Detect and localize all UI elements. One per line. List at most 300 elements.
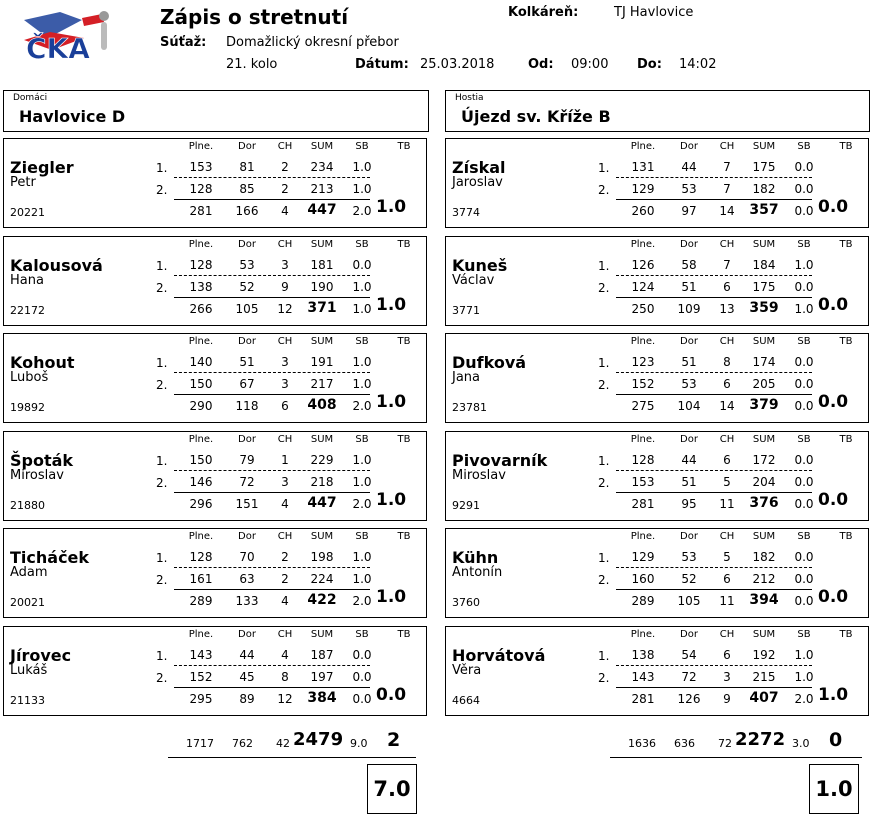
game-ch: 3	[281, 377, 289, 391]
total-plne: 290	[189, 399, 213, 413]
player-first-name: Miroslav	[452, 467, 506, 483]
game-sb: 1.0	[794, 647, 814, 662]
total-ch: 14	[719, 204, 735, 218]
game-sb: 0.0	[794, 279, 814, 294]
player-id: 19892	[10, 401, 45, 414]
game-ch: 6	[723, 572, 731, 586]
date-label: Dátum:	[355, 57, 409, 72]
to-value: 14:02	[679, 57, 717, 72]
home-player-card	[3, 431, 427, 521]
game-plne: 140	[189, 355, 213, 369]
game-2-order: 2.	[156, 475, 168, 490]
game-sum: 213	[310, 182, 334, 196]
game-ch: 5	[723, 550, 731, 564]
game-plne: 128	[189, 257, 213, 272]
game-dor: 85	[239, 182, 255, 196]
total-sb: 0.0	[794, 496, 814, 511]
away-player-card	[445, 236, 869, 326]
col-header-ch: CH	[277, 336, 293, 347]
game-2-order: 2.	[156, 670, 168, 685]
game-sum: 229	[310, 452, 334, 467]
game-plne: 131	[631, 160, 655, 174]
away-total-sum: 2272	[735, 729, 786, 750]
away-player-card	[445, 333, 869, 423]
col-header-dor: Dor	[680, 238, 698, 250]
col-header-ch: CH	[719, 336, 735, 347]
game-dor: 54	[681, 647, 697, 662]
total-ch: 4	[281, 594, 289, 608]
total-separator	[174, 297, 370, 298]
total-sum: 447	[307, 202, 337, 218]
game-ch: 3	[723, 669, 731, 684]
total-dor: 126	[677, 691, 701, 706]
player-surname: Ticháček	[10, 548, 90, 567]
game-sum: 172	[752, 452, 776, 467]
total-separator	[174, 687, 370, 688]
game-sb: 1.0	[352, 377, 372, 391]
home-total-sb: 9.0	[350, 737, 368, 750]
game-dor: 53	[681, 550, 697, 564]
game-sb: 0.0	[794, 550, 814, 564]
player-surname: Kohout	[10, 353, 75, 372]
total-plne: 275	[631, 399, 655, 413]
game-plne: 146	[189, 474, 213, 489]
col-header-dor: Dor	[238, 628, 256, 640]
player-tb: 1.0	[376, 587, 407, 607]
col-header-plne: Plne.	[188, 433, 214, 445]
col-header-sum: SUM	[752, 336, 776, 347]
home-label: Domáci	[13, 93, 48, 103]
total-sb: 2.0	[794, 691, 814, 706]
col-header-plne: Plne.	[188, 628, 214, 640]
venue-label: Kolkáreň:	[508, 5, 579, 20]
game-plne: 143	[631, 669, 655, 684]
col-header-ch: CH	[719, 238, 735, 250]
col-header-tb: TB	[397, 336, 411, 347]
col-header-ch: CH	[277, 628, 293, 640]
total-sum: 407	[749, 689, 779, 706]
total-ch: 14	[719, 399, 735, 413]
player-id: 20021	[10, 596, 45, 609]
col-header-plne: Plne.	[630, 238, 656, 250]
col-header-dor: Dor	[680, 628, 698, 640]
player-surname: Ziegler	[10, 158, 74, 177]
game-plne: 129	[631, 182, 655, 196]
game-sb: 0.0	[352, 647, 372, 662]
row-separator	[174, 177, 370, 178]
game-dor: 44	[239, 647, 255, 662]
game-ch: 6	[723, 279, 731, 294]
col-header-sum: SUM	[310, 336, 334, 347]
total-separator	[174, 199, 370, 200]
player-tb: 0.0	[818, 489, 849, 510]
col-header-sum: SUM	[752, 628, 776, 640]
total-ch: 11	[719, 594, 735, 608]
col-header-dor: Dor	[238, 336, 256, 347]
col-header-dor: Dor	[680, 141, 698, 152]
game-dor: 51	[239, 355, 255, 369]
game-sum: 187	[310, 647, 334, 662]
col-header-tb: TB	[839, 141, 853, 152]
competition-name: Domažlický okresní přebor	[226, 35, 399, 50]
player-surname: Kuneš	[452, 255, 508, 275]
game-sb: 0.0	[352, 669, 372, 684]
col-header-sb: SB	[797, 433, 811, 445]
player-first-name: Petr	[10, 175, 36, 190]
game-plne: 128	[631, 452, 655, 467]
game-ch: 4	[281, 647, 289, 662]
home-total-plne: 1717	[186, 737, 214, 750]
total-ch: 4	[281, 496, 289, 511]
player-surname: Získal	[452, 158, 506, 177]
game-ch: 8	[281, 669, 289, 684]
game-2-order: 2.	[156, 378, 168, 392]
total-sb: 1.0	[352, 301, 372, 316]
away-final-score: 1.0	[809, 764, 859, 814]
row-separator	[616, 275, 812, 276]
player-tb: 0.0	[818, 392, 849, 412]
player-id: 20221	[10, 206, 45, 219]
col-header-sum: SUM	[752, 238, 776, 250]
game-sum: 184	[752, 257, 776, 272]
game-1-order: 1.	[156, 356, 168, 370]
game-sum: 175	[752, 160, 776, 174]
game-sum: 190	[310, 279, 334, 294]
total-sum: 384	[307, 689, 337, 706]
game-1-order: 1.	[598, 356, 610, 370]
col-header-ch: CH	[277, 531, 293, 542]
col-header-dor: Dor	[238, 238, 256, 250]
player-first-name: Hana	[10, 272, 44, 288]
game-ch: 7	[723, 160, 731, 174]
game-ch: 2	[281, 572, 289, 586]
game-ch: 8	[723, 355, 731, 369]
game-sum: 198	[310, 550, 334, 564]
game-sum: 215	[752, 669, 776, 684]
game-dor: 53	[239, 257, 255, 272]
total-ch: 6	[281, 399, 289, 413]
game-plne: 160	[631, 572, 655, 586]
game-dor: 51	[681, 355, 697, 369]
player-id: 3771	[452, 303, 480, 317]
total-sb: 2.0	[352, 594, 372, 608]
game-dor: 70	[239, 550, 255, 564]
home-total-ch: 42	[276, 737, 290, 750]
total-sb: 0.0	[352, 691, 372, 706]
game-2-order: 2.	[156, 183, 168, 197]
total-plne: 281	[631, 496, 655, 511]
game-sb: 1.0	[352, 279, 372, 294]
game-plne: 138	[631, 647, 655, 662]
col-header-sb: SB	[355, 531, 369, 542]
col-header-ch: CH	[277, 433, 293, 445]
game-ch: 2	[281, 182, 289, 196]
total-separator	[616, 297, 812, 298]
col-header-ch: CH	[277, 141, 293, 152]
col-header-plne: Plne.	[630, 336, 656, 347]
home-player-card	[3, 626, 427, 716]
game-2-order: 2.	[598, 475, 610, 490]
col-header-ch: CH	[719, 433, 735, 445]
total-plne: 250	[631, 301, 655, 316]
game-2-order: 2.	[598, 280, 610, 295]
total-sum: 357	[749, 202, 779, 218]
total-ch: 11	[719, 496, 735, 511]
col-header-sb: SB	[797, 141, 811, 152]
col-header-plne: Plne.	[630, 628, 656, 640]
col-header-sb: SB	[355, 433, 369, 445]
game-sb: 1.0	[352, 550, 372, 564]
col-header-dor: Dor	[680, 433, 698, 445]
col-header-sum: SUM	[752, 433, 776, 445]
game-plne: 128	[189, 550, 213, 564]
row-separator	[174, 372, 370, 373]
total-plne: 295	[189, 691, 213, 706]
game-sb: 0.0	[794, 452, 814, 467]
total-sum: 371	[307, 299, 337, 316]
home-totals-line	[168, 757, 416, 758]
from-value: 09:00	[571, 57, 609, 72]
game-ch: 3	[281, 257, 289, 272]
col-header-sum: SUM	[310, 628, 334, 640]
col-header-ch: CH	[719, 531, 735, 542]
player-id: 3774	[452, 206, 480, 219]
game-dor: 52	[681, 572, 697, 586]
game-sum: 175	[752, 279, 776, 294]
svg-text:ČKA: ČKA	[26, 32, 90, 64]
game-ch: 9	[281, 279, 289, 294]
game-plne: 123	[631, 355, 655, 369]
game-1-order: 1.	[156, 258, 168, 273]
home-player-card	[3, 138, 427, 228]
col-header-sb: SB	[355, 238, 369, 250]
game-1-order: 1.	[156, 648, 168, 663]
date-value: 25.03.2018	[420, 57, 495, 72]
total-dor: 95	[681, 496, 697, 511]
col-header-ch: CH	[719, 141, 735, 152]
game-plne: 150	[189, 452, 213, 467]
game-sum: 197	[310, 669, 334, 684]
col-header-sb: SB	[797, 531, 811, 542]
game-plne: 153	[189, 160, 213, 174]
cka-logo	[22, 8, 122, 64]
row-separator	[616, 372, 812, 373]
game-dor: 52	[239, 279, 255, 294]
game-plne: 150	[189, 377, 213, 391]
game-dor: 72	[239, 474, 255, 489]
col-header-tb: TB	[397, 238, 411, 250]
col-header-tb: TB	[839, 433, 853, 445]
player-id: 21880	[10, 498, 45, 512]
total-ch: 9	[723, 691, 731, 706]
game-plne: 124	[631, 279, 655, 294]
home-player-card	[3, 333, 427, 423]
player-tb: 1.0	[376, 392, 407, 412]
total-dor: 97	[681, 204, 697, 218]
player-tb: 1.0	[376, 294, 407, 315]
game-plne: 138	[189, 279, 213, 294]
total-dor: 89	[239, 691, 255, 706]
game-plne: 161	[189, 572, 213, 586]
col-header-sb: SB	[355, 141, 369, 152]
player-tb: 0.0	[818, 587, 849, 607]
total-plne: 266	[189, 301, 213, 316]
player-surname: Dufková	[452, 353, 527, 372]
game-sum: 205	[752, 377, 776, 391]
game-dor: 79	[239, 452, 255, 467]
total-sum: 447	[307, 494, 337, 511]
total-plne: 281	[631, 691, 655, 706]
player-first-name: Věra	[452, 662, 482, 678]
game-dor: 53	[681, 182, 697, 196]
game-dor: 63	[239, 572, 255, 586]
game-dor: 53	[681, 377, 697, 391]
total-ch: 4	[281, 204, 289, 218]
game-ch: 6	[723, 452, 731, 467]
game-sum: 181	[310, 257, 334, 272]
game-ch: 3	[281, 355, 289, 369]
total-dor: 105	[677, 594, 701, 608]
total-sb: 1.0	[794, 301, 814, 316]
player-surname: Špoták	[10, 450, 74, 470]
game-2-order: 2.	[598, 378, 610, 392]
total-separator	[174, 492, 370, 493]
game-plne: 152	[189, 669, 213, 684]
away-total-ch: 72	[718, 737, 732, 750]
to-label: Do:	[637, 57, 662, 72]
home-player-card	[3, 236, 427, 326]
game-dor: 44	[681, 160, 697, 174]
player-first-name: Václav	[452, 272, 495, 288]
total-separator	[174, 394, 370, 395]
total-dor: 118	[235, 399, 259, 413]
total-sum: 422	[307, 592, 337, 608]
game-sb: 1.0	[352, 355, 372, 369]
col-header-tb: TB	[397, 628, 411, 640]
game-dor: 72	[681, 669, 697, 684]
col-header-sb: SB	[355, 628, 369, 640]
col-header-tb: TB	[839, 336, 853, 347]
total-dor: 133	[235, 594, 259, 608]
home-total-dor: 762	[232, 737, 253, 750]
player-surname: Horvátová	[452, 645, 546, 665]
game-sb: 1.0	[352, 572, 372, 586]
col-header-sum: SUM	[310, 433, 334, 445]
col-header-tb: TB	[839, 531, 853, 542]
col-header-ch: CH	[277, 238, 293, 250]
col-header-plne: Plne.	[188, 336, 214, 347]
total-sum: 379	[749, 397, 779, 413]
game-sum: 182	[752, 182, 776, 196]
away-player-card	[445, 528, 869, 618]
player-surname: Kalousová	[10, 255, 103, 275]
game-sb: 1.0	[794, 669, 814, 684]
game-sb: 1.0	[794, 257, 814, 272]
total-plne: 260	[631, 204, 655, 218]
game-1-order: 1.	[156, 161, 168, 175]
game-sb: 0.0	[794, 355, 814, 369]
col-header-plne: Plne.	[188, 141, 214, 152]
from-label: Od:	[528, 57, 554, 72]
row-separator	[616, 470, 812, 471]
total-sb: 0.0	[794, 399, 814, 413]
col-header-plne: Plne.	[630, 531, 656, 542]
game-dor: 67	[239, 377, 255, 391]
game-sum: 174	[752, 355, 776, 369]
total-ch: 12	[277, 301, 293, 316]
game-sb: 1.0	[352, 182, 372, 196]
game-sum: 224	[310, 572, 334, 586]
game-sb: 0.0	[794, 377, 814, 391]
home-final-score: 7.0	[367, 764, 417, 814]
game-sb: 0.0	[794, 572, 814, 586]
game-sb: 0.0	[352, 257, 372, 272]
col-header-dor: Dor	[680, 336, 698, 347]
col-header-sum: SUM	[310, 531, 334, 542]
total-plne: 289	[189, 594, 213, 608]
game-ch: 7	[723, 257, 731, 272]
game-1-order: 1.	[156, 453, 168, 468]
total-dor: 109	[677, 301, 701, 316]
total-sb: 0.0	[794, 204, 814, 218]
game-2-order: 2.	[598, 573, 610, 587]
game-dor: 51	[681, 474, 697, 489]
total-ch: 12	[277, 691, 293, 706]
game-1-order: 1.	[598, 161, 610, 175]
total-plne: 281	[189, 204, 213, 218]
player-id: 21133	[10, 693, 45, 707]
away-total-plne: 1636	[628, 737, 656, 750]
away-team-name: Újezd sv. Kříže B	[461, 107, 611, 126]
game-1-order: 1.	[156, 551, 168, 565]
game-ch: 7	[723, 182, 731, 196]
col-header-tb: TB	[397, 141, 411, 152]
col-header-dor: Dor	[680, 531, 698, 542]
home-total-sum: 2479	[293, 729, 344, 750]
game-sb: 0.0	[794, 160, 814, 174]
game-sum: 218	[310, 474, 334, 489]
col-header-tb: TB	[839, 238, 853, 250]
col-header-sb: SB	[355, 336, 369, 347]
row-separator	[174, 275, 370, 276]
col-header-tb: TB	[397, 433, 411, 445]
total-sb: 2.0	[352, 496, 372, 511]
total-sb: 2.0	[352, 204, 372, 218]
game-sum: 192	[752, 647, 776, 662]
away-team-box	[445, 90, 870, 132]
total-plne: 289	[631, 594, 655, 608]
away-label: Hostia	[455, 93, 484, 103]
home-total-tb: 2	[387, 729, 401, 751]
player-surname: Jírovec	[10, 645, 72, 665]
total-sum: 376	[749, 494, 779, 511]
game-2-order: 2.	[598, 183, 610, 197]
player-id: 9291	[452, 498, 480, 512]
total-ch: 13	[719, 301, 735, 316]
total-dor: 166	[235, 204, 259, 218]
total-sb: 2.0	[352, 399, 372, 413]
total-dor: 151	[235, 496, 259, 511]
col-header-dor: Dor	[238, 433, 256, 445]
total-sum: 394	[749, 592, 779, 608]
away-player-card	[445, 431, 869, 521]
game-2-order: 2.	[156, 573, 168, 587]
player-tb: 0.0	[818, 294, 849, 315]
col-header-plne: Plne.	[188, 238, 214, 250]
col-header-tb: TB	[839, 628, 853, 640]
game-sum: 217	[310, 377, 334, 391]
game-2-order: 2.	[598, 670, 610, 685]
